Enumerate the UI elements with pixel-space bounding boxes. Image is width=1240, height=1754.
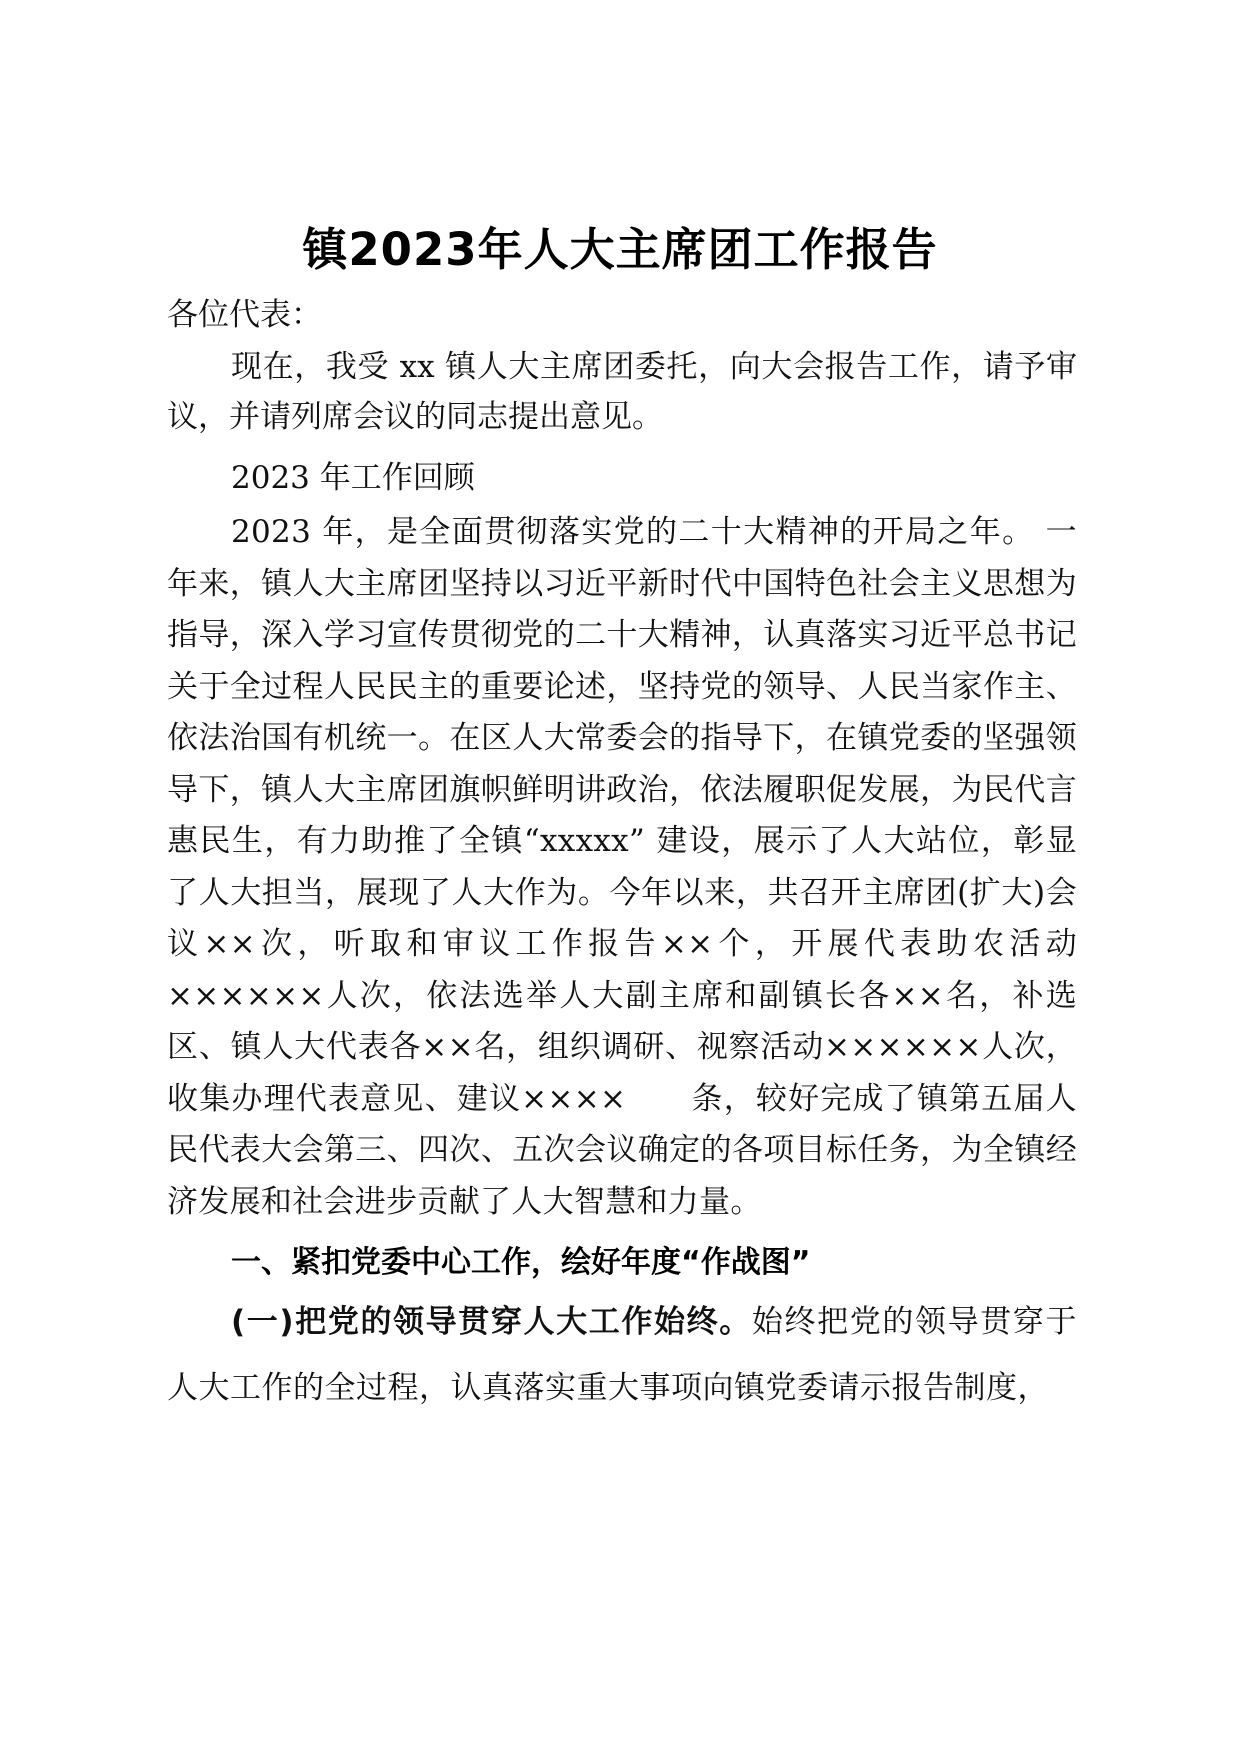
subheading-lead: (一)把党的领导贯穿人大工作始终。 [231,1304,752,1340]
subsection-paragraph [167,1289,1077,1421]
document-title: 镇2023年人大主席团工作报告 [302,223,938,276]
salutation: 各位代表： [167,297,322,333]
intro-paragraph: 现在，我受 xx 镇人大主席团委托，向大会报告工作，请予审议，并请列席会议的同志提出意见。 [167,349,1077,435]
heading-one: 一、紧扣党委中心工作，绘好年度“作战图” [231,1245,811,1280]
subsection-text: 始终把党的领导贯穿于人大工作的全过程，认真落实重大事项向镇党委请示报告制度， [167,1304,1077,1406]
section-review-title: 2023 年工作回顾 [231,460,475,496]
review-paragraph: 2023 年，是全面贯彻落实党的二十大精神的开局之年。 一年来，镇人大主席团坚持以习近平新时代中国特色社会主义思想为指导，深入学习宣传贯彻党的二十大精神，认真落实习近平总书记关于全过程人民民主的重要论述，坚持党的领导、人民当家作主、依法治国有机统一。在区人大常委会的指导下，在镇党委的坚强领导下，镇人大主席团旗帜鲜明讲政治，依法履职促发展，为民代言惠民生，有力助推了全镇“xxxxx” 建设，展示了人大站位，彰显了人大担当，展现了人大作为。今年以来，共召开主席团(扩大)会议××次，听取和审议工作报告××个，开展代表助农活动××××××人次，依法选举人大副主席和副镇长各××名，补选区、镇人大代表各××名，组织调研、视察活动××××××人次，收集办理代表意见、建议×××× 条，较好完成了镇第五届人民代表大会第三、四次、五次会议确定的各项目标任务，为全镇经济发展和社会进步贡献了人大智慧和力量。 [167,514,1077,1220]
